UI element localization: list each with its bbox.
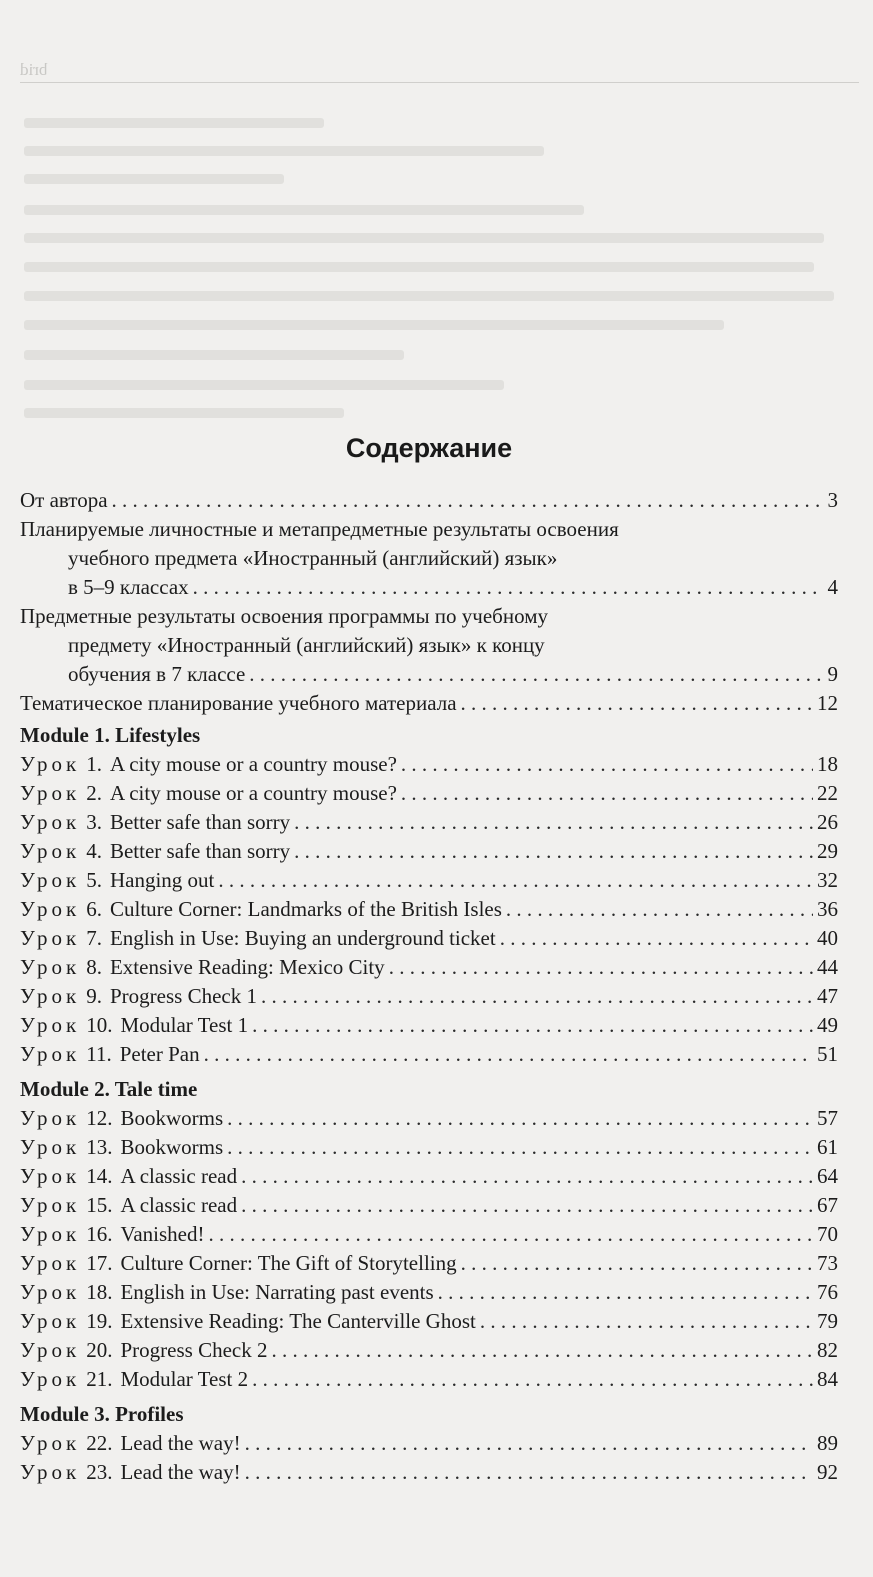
lesson-entry [20, 1307, 838, 1336]
lesson-number: 3. [86, 810, 102, 834]
lesson-word: Урок [20, 955, 81, 979]
lesson-word: Урок [20, 897, 81, 921]
mirrored-header-decoration: brid [20, 60, 48, 79]
dot-leader [245, 1458, 813, 1487]
dot-leader [218, 866, 813, 895]
lesson-number: 15. [86, 1193, 113, 1217]
page-number: 22 [817, 781, 838, 805]
lesson-entry [20, 808, 838, 837]
lesson-entry [20, 1458, 838, 1487]
lesson-title: Modular Test 1 [120, 1013, 249, 1037]
page-number: 40 [817, 926, 838, 950]
entry-label [20, 808, 290, 837]
lesson-label [20, 955, 385, 979]
header-rule [20, 82, 859, 83]
entry-label [20, 750, 397, 779]
entry-text: Тематическое планирование учебного материала [20, 691, 457, 715]
lesson-title: A city mouse or a country mouse? [109, 781, 397, 805]
lesson-entry [20, 1104, 838, 1133]
lesson-title: Extensive Reading: The Canterville Ghost [120, 1309, 476, 1333]
page-title: Содержание [345, 433, 513, 463]
entry-label [20, 1133, 223, 1162]
lesson-number: 8. [86, 955, 102, 979]
dot-leader [249, 660, 823, 689]
page-number: 76 [817, 1280, 838, 1304]
lesson-number: 14. [86, 1164, 113, 1188]
lesson-number: 4. [86, 839, 102, 863]
page-number: 82 [817, 1338, 838, 1362]
lesson-title: Culture Corner: Landmarks of the British Isles [109, 897, 502, 921]
page-number: 29 [817, 839, 838, 863]
dot-leader [227, 1104, 813, 1133]
lesson-title: Progress Check 2 [120, 1338, 268, 1362]
lesson-number: 17. [86, 1251, 113, 1275]
lesson-word: Урок [20, 1431, 81, 1455]
lesson-number: 13. [86, 1135, 113, 1159]
bleed-line [24, 174, 284, 184]
dot-leader [401, 750, 813, 779]
page-number: 36 [817, 897, 838, 921]
lesson-label [20, 752, 397, 776]
dot-leader [480, 1307, 813, 1336]
lesson-title: Extensive Reading: Mexico City [109, 955, 385, 979]
entry-label [20, 1458, 241, 1487]
lesson-word: Урок [20, 1106, 81, 1130]
dot-leader [241, 1162, 813, 1191]
entry-label [20, 895, 502, 924]
lesson-number: 2. [86, 781, 102, 805]
entry-text: в 5–9 классах [68, 575, 189, 599]
page-number: 89 [817, 1431, 838, 1455]
entry-label [20, 779, 397, 808]
show-through-background [0, 0, 873, 430]
lesson-entry [20, 982, 838, 1011]
lesson-title: A classic read [120, 1193, 238, 1217]
dot-leader [204, 1040, 813, 1069]
lesson-word: Урок [20, 1013, 81, 1037]
lesson-label [20, 926, 496, 950]
lesson-number: 21. [86, 1367, 113, 1391]
bleed-line [24, 291, 834, 301]
dot-leader [208, 1220, 813, 1249]
entry-label [20, 1162, 237, 1191]
lesson-word: Урок [20, 839, 81, 863]
lesson-word: Урок [20, 1309, 81, 1333]
bleed-line [24, 146, 544, 156]
lesson-entry [20, 837, 838, 866]
page-number: 64 [817, 1164, 838, 1188]
entry-label [20, 1307, 476, 1336]
entry-label [20, 953, 385, 982]
bleed-line [24, 262, 814, 272]
lesson-title: Bookworms [120, 1106, 224, 1130]
dot-leader [461, 1249, 813, 1278]
lesson-entry [20, 1336, 838, 1365]
entry-label [20, 837, 290, 866]
lesson-title: Better safe than sorry [109, 810, 291, 834]
dot-leader [245, 1429, 813, 1458]
entry-label [20, 924, 496, 953]
lesson-title: Hanging out [109, 868, 215, 892]
lesson-word: Урок [20, 752, 81, 776]
lesson-label [20, 1193, 237, 1217]
lesson-label [20, 1367, 248, 1391]
entry-label [20, 982, 257, 1011]
lesson-title: Culture Corner: The Gift of Storytelling [120, 1251, 457, 1275]
lesson-entry [20, 1191, 838, 1220]
module-heading: Module 1. Lifestyles [20, 723, 201, 747]
lesson-label [20, 1013, 248, 1037]
page-number: 73 [817, 1251, 838, 1275]
dot-leader [252, 1365, 813, 1394]
lesson-label [20, 1251, 457, 1275]
module-heading: Module 2. Tale time [20, 1077, 198, 1101]
bleed-line [24, 320, 724, 330]
bleed-line [24, 380, 504, 390]
entry-label [20, 1365, 248, 1394]
entry-label [20, 1040, 200, 1069]
lesson-label [20, 1135, 223, 1159]
lesson-title: English in Use: Narrating past events [120, 1280, 434, 1304]
entry-text: От автора [20, 488, 108, 512]
dot-leader [438, 1278, 813, 1307]
page-number: 32 [817, 868, 838, 892]
toc-entry [20, 689, 838, 718]
entry-label [20, 1336, 267, 1365]
dot-leader [500, 924, 813, 953]
entry-label [20, 1220, 204, 1249]
lesson-label [20, 1338, 267, 1362]
toc-entry [20, 486, 838, 515]
lesson-number: 11. [86, 1042, 112, 1066]
lesson-number: 22. [86, 1431, 113, 1455]
lesson-title: Lead the way! [120, 1460, 241, 1484]
page-number: 61 [817, 1135, 838, 1159]
lesson-number: 10. [86, 1013, 113, 1037]
lesson-title: Progress Check 1 [109, 984, 257, 1008]
lesson-word: Урок [20, 1164, 81, 1188]
page-number: 9 [827, 662, 838, 686]
lesson-entry [20, 1249, 838, 1278]
page-number: 18 [817, 752, 838, 776]
lesson-label [20, 1164, 237, 1188]
lesson-label [20, 781, 397, 805]
bleed-line [24, 233, 824, 243]
page-number: 70 [817, 1222, 838, 1246]
lesson-number: 12. [86, 1106, 113, 1130]
entry-label [20, 1104, 223, 1133]
lesson-word: Урок [20, 1280, 81, 1304]
lesson-entry [20, 924, 838, 953]
lesson-label [20, 1280, 434, 1304]
lesson-entry [20, 953, 838, 982]
lesson-title: Lead the way! [120, 1431, 241, 1455]
lesson-word: Урок [20, 1135, 81, 1159]
lesson-word: Урок [20, 1042, 81, 1066]
lesson-label [20, 1309, 476, 1333]
dot-leader [227, 1133, 813, 1162]
dot-leader [261, 982, 813, 1011]
entry-label [20, 486, 108, 515]
entry-text: обучения в 7 классе [68, 662, 246, 686]
lesson-title: Vanished! [120, 1222, 205, 1246]
lesson-word: Урок [20, 926, 81, 950]
lesson-number: 7. [86, 926, 102, 950]
lesson-entry [20, 1011, 838, 1040]
toc-entry [68, 660, 838, 689]
entry-label [20, 866, 214, 895]
lesson-entry [20, 1040, 838, 1069]
lesson-entry [20, 895, 838, 924]
lesson-entry [20, 1133, 838, 1162]
lesson-entry [20, 1365, 838, 1394]
lesson-entry [20, 750, 838, 779]
lesson-label [20, 1042, 200, 1066]
entry-line: учебного предмета «Иностранный (английский) язык» [68, 546, 558, 570]
lesson-entry [20, 779, 838, 808]
page-number: 84 [817, 1367, 838, 1391]
module-heading: Module 3. Profiles [20, 1402, 184, 1426]
lesson-word: Урок [20, 1193, 81, 1217]
lesson-word: Урок [20, 781, 81, 805]
bleed-line [24, 118, 324, 128]
entry-label [20, 1278, 434, 1307]
bleed-line [24, 205, 584, 215]
lesson-label [20, 839, 290, 863]
lesson-label [20, 1460, 241, 1484]
dot-leader [401, 779, 813, 808]
lesson-word: Урок [20, 984, 81, 1008]
bleed-line [24, 350, 404, 360]
entry-line: предмету «Иностранный (английский) язык» к концу [68, 633, 545, 657]
page-number: 3 [827, 488, 838, 512]
lesson-number: 5. [86, 868, 102, 892]
dot-leader [461, 689, 813, 718]
lesson-number: 6. [86, 897, 102, 921]
lesson-title: Modular Test 2 [120, 1367, 249, 1391]
dot-leader [389, 953, 813, 982]
lesson-title: Peter Pan [119, 1042, 200, 1066]
lesson-word: Урок [20, 1251, 81, 1275]
bleed-line [24, 408, 344, 418]
dot-leader [193, 573, 824, 602]
page-number: 57 [817, 1106, 838, 1130]
lesson-word: Урок [20, 1460, 81, 1484]
page-number: 44 [817, 955, 838, 979]
lesson-title: Better safe than sorry [109, 839, 291, 863]
entry-line: Предметные результаты освоения программы по учебному [20, 604, 548, 628]
lesson-word: Урок [20, 1367, 81, 1391]
dot-leader [506, 895, 813, 924]
lesson-entry [20, 1220, 838, 1249]
page-number: 92 [817, 1460, 838, 1484]
entry-label [20, 1429, 241, 1458]
dot-leader [241, 1191, 813, 1220]
lesson-number: 9. [86, 984, 102, 1008]
page-number: 47 [817, 984, 838, 1008]
lesson-number: 18. [86, 1280, 113, 1304]
lesson-label [20, 984, 257, 1008]
page-number: 12 [817, 691, 838, 715]
entry-label [20, 1249, 457, 1278]
lesson-word: Урок [20, 1338, 81, 1362]
lesson-number: 19. [86, 1309, 113, 1333]
lesson-label [20, 868, 214, 892]
lesson-label [20, 1431, 241, 1455]
lesson-title: A classic read [120, 1164, 238, 1188]
page-number: 49 [817, 1013, 838, 1037]
dot-leader [252, 1011, 813, 1040]
page-number: 79 [817, 1309, 838, 1333]
entry-label [68, 660, 245, 689]
entry-label [20, 1191, 237, 1220]
toc-entry [68, 573, 838, 602]
lesson-title: Bookworms [120, 1135, 224, 1159]
lesson-entry [20, 866, 838, 895]
lesson-label [20, 897, 502, 921]
lesson-word: Урок [20, 1222, 81, 1246]
page-number: 4 [827, 575, 838, 599]
lesson-label [20, 1222, 204, 1246]
lesson-number: 23. [86, 1460, 113, 1484]
lesson-number: 1. [86, 752, 102, 776]
lesson-number: 16. [86, 1222, 113, 1246]
dot-leader [294, 808, 813, 837]
page-number: 51 [817, 1042, 838, 1066]
lesson-label [20, 810, 290, 834]
lesson-label [20, 1106, 223, 1130]
lesson-word: Урок [20, 810, 81, 834]
lesson-title: English in Use: Buying an underground ticket [109, 926, 496, 950]
lesson-title: A city mouse or a country mouse? [109, 752, 397, 776]
entry-label [68, 573, 189, 602]
lesson-number: 20. [86, 1338, 113, 1362]
lesson-entry [20, 1278, 838, 1307]
dot-leader [294, 837, 813, 866]
page-number: 26 [817, 810, 838, 834]
entry-label [20, 1011, 248, 1040]
page-number: 67 [817, 1193, 838, 1217]
dot-leader [271, 1336, 813, 1365]
lesson-word: Урок [20, 868, 81, 892]
dot-leader [112, 486, 824, 515]
entry-line: Планируемые личностные и метапредметные результаты освоения [20, 517, 619, 541]
lesson-entry [20, 1162, 838, 1191]
entry-label [20, 689, 457, 718]
lesson-entry [20, 1429, 838, 1458]
